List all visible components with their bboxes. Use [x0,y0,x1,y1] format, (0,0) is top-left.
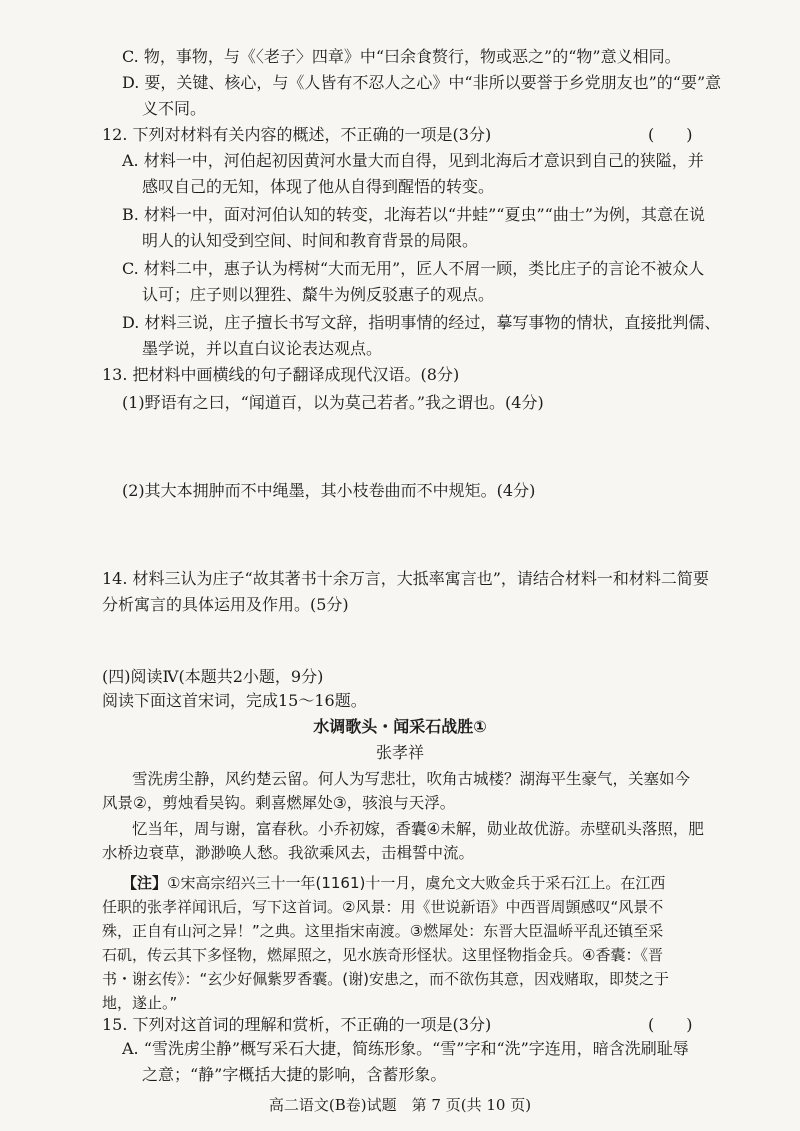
section4-instruction: 阅读下面这首宋词，完成15～16题。 [102,691,367,710]
poem-stanza1-line1: 雪洗虏尘静，风约楚云留。何人为写悲壮，吹角古城楼？湖海平生豪气，关塞如今 [132,770,691,788]
notes-line6: 地，遂止。” [102,994,178,1012]
notes-line5: 书・谢玄传》：“玄少好佩紫罗香囊。(谢)安患之，而不欲伤其意，因戏赌取，即焚之于 [102,970,669,988]
q12-answer-paren: ( ) [648,125,693,144]
q12-option-b-line2: 明人的认知受到空间、时间和教育背景的局限。 [142,231,479,250]
notes-text-1: ①宋高宗绍兴三十一年(1161)十一月，虞允文大败金兵于采石江上。在江西 [167,874,666,892]
q12-stem: 12. 下列对材料有关内容的概述，不正确的一项是(3分) [102,125,492,144]
q12-option-c-line1: C. 材料二中，惠子认为樗树“大而无用”，匠人不屑一顾，类比庄子的言论不被众人 [122,259,705,278]
notes-line1 [122,870,665,896]
notes-line2: 任职的张孝祥闻讯后，写下这首词。②风景：用《世说新语》中西晋周顗感叹“风景不 [102,898,664,916]
poem-author: 张孝祥 [375,743,424,762]
q15-stem: 15. 下列对这首词的理解和赏析，不正确的一项是(3分) [102,1015,492,1034]
q12-option-b-line1: B. 材料一中，面对河伯认知的转变，北海若以“井蛙”“夏虫”“曲士”为例，其意在说 [122,205,706,224]
q14-line2: 分析寓言的具体运用及作用。(5分) [102,595,349,614]
notes-tag: 【注】 [122,874,168,892]
q11-option-d-line2: 义不同。 [142,99,207,118]
notes-line4: 石矶，传云其下多怪物，燃犀照之，见水族奇形怪状。这里怪物指金兵。④香囊：《晋 [102,946,663,964]
q13-sentence-2: (2)其大本拥肿而不中绳墨，其小枝卷曲而不中规矩。(4分) [122,481,536,500]
q15-option-a-line1: A. “雪洗虏尘静”概写采石大捷，简练形象。“雪”字和“洗”字连用，暗含洗刷耻辱 [122,1039,689,1058]
q13-stem: 13. 把材料中画横线的句子翻译成现代汉语。(8分) [102,365,460,384]
q12-option-c-line2: 认可；庄子则以狸狌、斄牛为例反驳惠子的观点。 [142,285,495,304]
section4-heading: (四)阅读Ⅳ(本题共2小题，9分) [102,667,324,686]
q11-option-c: C. 物，事物，与《〈老子〉四章》中“曰余食赘行，物或恶之”的“物”意义相同。 [122,47,681,66]
poem-stanza2-line2: 水桥边衰草，渺渺唤人愁。我欲乘风去，击楫誓中流。 [102,844,475,862]
q14-line1: 14. 材料三认为庄子“故其著书十余万言，大抵率寓言也”，请结合材料一和材料二简要 [102,569,709,588]
poem-title: 水调歌头・闻采石战胜① [313,717,487,736]
q11-option-d-line1: D. 要，关键、核心，与《人皆有不忍人之心》中“非所以要誉于乡党朋友也”的“要”意 [122,73,722,92]
poem-stanza2-line1: 忆当年，周与谢，富春秋。小乔初嫁，香囊④未解，勋业故优游。赤壁矶头落照，肥 [132,820,704,838]
poem-stanza1-line2: 风景②，剪烛看吴钩。剩喜燃犀处③，骇浪与天浮。 [102,794,456,812]
page-footer: 高二语文(B卷)试题 第 7 页(共 10 页) [268,1096,532,1114]
q12-option-a-line1: A. 材料一中，河伯起初因黄河水量大而自得，见到北海后才意识到自己的狭隘，并 [122,151,704,170]
q13-sentence-1: (1)野语有之曰，“闻道百，以为莫己若者。”我之谓也。(4分) [122,393,544,412]
q12-option-d-line1: D. 材料三说，庄子擅长书写文辞，指明事情的经过，摹写事物的情状，直接批判儒、 [122,313,721,332]
q15-answer-paren: ( ) [648,1015,693,1034]
q15-option-a-line2: 之意；“静”字概括大捷的影响，含蓄形象。 [142,1065,447,1084]
q12-option-a-line2: 感叹自己的无知，体现了他从自得到醒悟的转变。 [142,177,495,196]
notes-line3: 殊，正自有山河之异！”之典。这里指宋南渡。③燃犀处：东晋大臣温峤平乱还镇至采 [102,922,664,940]
q12-option-d-line2: 墨学说，并以直白议论表达观点。 [142,339,383,358]
